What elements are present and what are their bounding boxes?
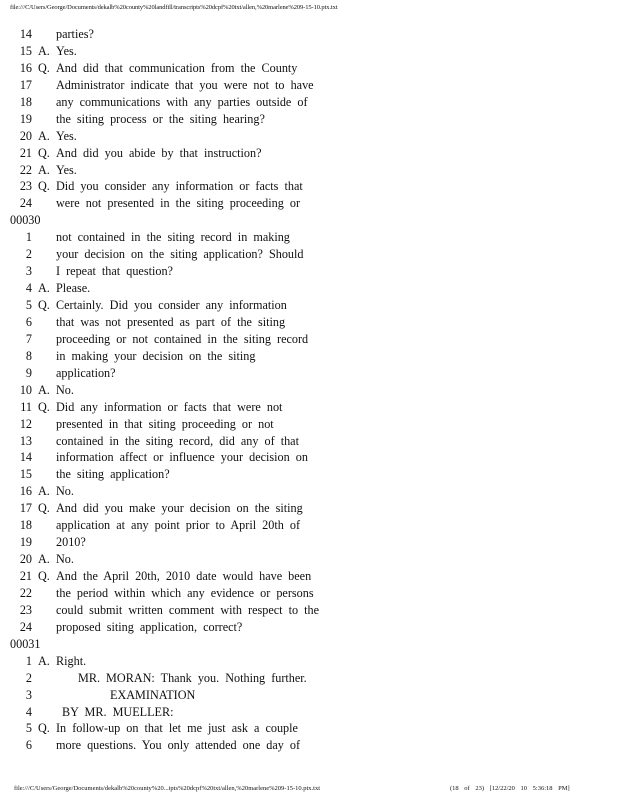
transcript-line: [10, 43, 610, 60]
line-number: 24: [19, 196, 32, 211]
footer-page-info: (18 of 23) [12/22/20 10 5:36:18 PM]: [450, 785, 570, 792]
speaker-marker: A.: [38, 382, 50, 397]
transcript-line: [10, 568, 610, 585]
line-text: In follow-up on that let me just ask a couple: [56, 721, 298, 736]
line-number: 14: [19, 27, 32, 41]
line-number: 1: [25, 653, 32, 668]
transcript-line: [10, 280, 610, 297]
line-text: Yes.: [56, 43, 77, 58]
line-text: Did you consider any information or facts that: [56, 179, 303, 194]
transcript-line: [10, 399, 610, 416]
transcript-line: [10, 653, 610, 670]
transcript-line: [10, 416, 610, 433]
transcript-line: [10, 195, 610, 212]
transcript-line: [10, 94, 610, 111]
line-number: 22: [19, 585, 32, 600]
transcript-line: [10, 128, 610, 145]
transcript-line: [10, 483, 610, 500]
line-number: 18: [19, 518, 32, 533]
line-number: 8: [25, 348, 32, 363]
line-number: 15: [19, 43, 32, 58]
line-text: your decision on the siting application? Should: [56, 247, 304, 262]
file-path-header: file:///C/Users/George/Documents/dekalb%20county%20landfill/transcripts%20dcpf%20txt/allen,%20marlene%209-15-10.ptx.txt: [10, 4, 338, 11]
line-number: 23: [19, 179, 32, 194]
line-number: 21: [19, 145, 32, 160]
line-number: 15: [19, 467, 32, 482]
line-text: the siting application?: [56, 467, 170, 482]
line-text: could submit written comment with respect to the: [56, 602, 320, 617]
line-text: proposed siting application, correct?: [56, 619, 243, 634]
line-number: 18: [19, 94, 32, 109]
line-text: not contained in the siting record in making: [56, 230, 290, 245]
speaker-marker: Q.: [38, 399, 50, 414]
speaker-marker: A.: [38, 162, 50, 177]
line-text: And the April 20th, 2010 date would have been: [56, 569, 312, 583]
line-number: 5: [25, 298, 32, 312]
transcript-line: [10, 500, 610, 517]
transcript-line: [10, 314, 610, 331]
line-text: the period within which any evidence or persons: [56, 585, 314, 600]
line-number: 23: [19, 602, 32, 617]
transcript-line: [10, 77, 610, 94]
line-number: 16: [19, 484, 32, 499]
line-text: presented in that siting proceeding or not: [56, 416, 274, 431]
line-number: 20: [19, 552, 32, 567]
transcript-line: [10, 670, 610, 687]
line-text: were not presented in the siting proceeding or: [56, 196, 301, 211]
line-text: parties?: [56, 27, 94, 41]
line-text: Please.: [56, 281, 91, 296]
line-text: more questions. You only attended one day of: [56, 738, 301, 753]
line-number: 13: [19, 433, 32, 448]
line-text: application at any point prior to April 20th of: [56, 518, 301, 533]
line-number: 20: [19, 128, 32, 143]
line-number: 2: [25, 247, 32, 262]
footer-file-path: file:///C/Users/George/Documents/dekalb%20county%20...ipts%20dcpf%20txt/allen,%20marlene%209-15-10.ptx.txt: [14, 785, 321, 792]
transcript-line: [10, 704, 610, 721]
line-number: 21: [19, 569, 32, 583]
line-number: 5: [25, 721, 32, 736]
transcript-line: [10, 687, 610, 704]
speaker-marker: A.: [38, 43, 50, 58]
transcript-line: [10, 246, 610, 263]
line-number: 4: [25, 704, 32, 719]
line-text: contained in the siting record, did any of that: [56, 433, 299, 448]
page-number: 00031: [10, 636, 41, 651]
line-text: No.: [56, 382, 74, 397]
page-marker-line: [10, 636, 610, 653]
line-text: Right.: [56, 653, 87, 668]
line-text: Yes.: [56, 162, 77, 177]
transcript-line: [10, 382, 610, 399]
page-number: 00030: [10, 213, 41, 228]
line-number: 1: [25, 230, 32, 245]
transcript-line: [10, 297, 610, 314]
transcript-line: [10, 178, 610, 195]
transcript-line: [10, 602, 610, 619]
transcript-line: [10, 26, 610, 43]
transcript-line: [10, 365, 610, 382]
transcript-line: [10, 737, 610, 754]
line-text: proceeding or not contained in the siting record: [56, 331, 309, 346]
line-number: 9: [25, 365, 32, 380]
line-text: in making your decision on the siting: [56, 348, 256, 363]
transcript-line: [10, 162, 610, 179]
transcript-line: [10, 466, 610, 483]
transcript-line: [10, 145, 610, 162]
speaker-marker: A.: [38, 281, 50, 296]
line-number: 4: [25, 281, 32, 296]
speaker-marker: Q.: [38, 145, 50, 160]
line-text: any communications with any parties outside of: [56, 94, 308, 109]
speaker-marker: Q.: [38, 721, 50, 736]
transcript-line: [10, 720, 610, 737]
speaker-marker: Q.: [38, 501, 50, 516]
transcript-line: [10, 619, 610, 636]
line-number: 2: [25, 670, 32, 685]
transcript-line: [10, 551, 610, 568]
line-number: 6: [25, 314, 32, 329]
line-text: No.: [56, 552, 74, 567]
line-number: 7: [25, 331, 32, 346]
line-number: 10: [19, 382, 32, 397]
line-text: the siting process or the siting hearing?: [56, 111, 265, 126]
transcript-line: [10, 534, 610, 551]
speaker-marker: A.: [38, 484, 50, 499]
speaker-marker: Q.: [38, 298, 50, 312]
line-text: Administrator indicate that you were not to have: [56, 77, 314, 92]
line-text: MR. MORAN: Thank you. Nothing further.: [78, 670, 307, 685]
line-number: 19: [19, 535, 32, 550]
line-number: 17: [19, 501, 32, 516]
speaker-marker: Q.: [38, 179, 50, 194]
transcript-line: [10, 433, 610, 450]
line-text: I repeat that question?: [56, 264, 173, 279]
line-number: 16: [19, 60, 32, 75]
line-number: 3: [25, 264, 32, 279]
line-number: 14: [19, 450, 32, 465]
line-text: 2010?: [56, 535, 86, 550]
line-text: Yes.: [56, 128, 77, 143]
line-text: that was not presented as part of the siting: [56, 314, 286, 329]
transcript-line: [10, 517, 610, 534]
line-number: 6: [25, 738, 32, 753]
line-number: 3: [25, 687, 32, 702]
line-text: No.: [56, 484, 74, 499]
transcript-line: [10, 111, 610, 128]
speaker-marker: A.: [38, 552, 50, 567]
line-number: 19: [19, 111, 32, 126]
line-text: And did you abide by that instruction?: [56, 145, 262, 160]
line-text: Did any information or facts that were not: [56, 399, 283, 414]
line-number: 22: [19, 162, 32, 177]
line-number: 12: [19, 416, 32, 431]
speaker-marker: A.: [38, 653, 50, 668]
line-number: 17: [19, 77, 32, 92]
line-text: information affect or influence your decision on: [56, 450, 308, 465]
speaker-marker: Q.: [38, 569, 50, 583]
line-text: Certainly. Did you consider any information: [56, 298, 287, 312]
transcript-line: [10, 449, 610, 466]
transcript-line: [10, 229, 610, 246]
page-marker-line: [10, 212, 610, 229]
transcript-body: [10, 26, 610, 754]
line-number: 24: [19, 619, 32, 634]
line-text: application?: [56, 365, 116, 380]
transcript-line: [10, 585, 610, 602]
line-text: BY MR. MUELLER:: [62, 704, 174, 719]
line-number: 11: [20, 399, 32, 414]
transcript-line: [10, 263, 610, 280]
speaker-marker: Q.: [38, 60, 50, 75]
transcript-line: [10, 331, 610, 348]
transcript-line: [10, 60, 610, 77]
line-text: And did you make your decision on the siting: [56, 501, 303, 516]
speaker-marker: A.: [38, 128, 50, 143]
line-text: EXAMINATION: [110, 687, 196, 702]
transcript-line: [10, 348, 610, 365]
line-text: And did that communication from the County: [56, 60, 298, 75]
